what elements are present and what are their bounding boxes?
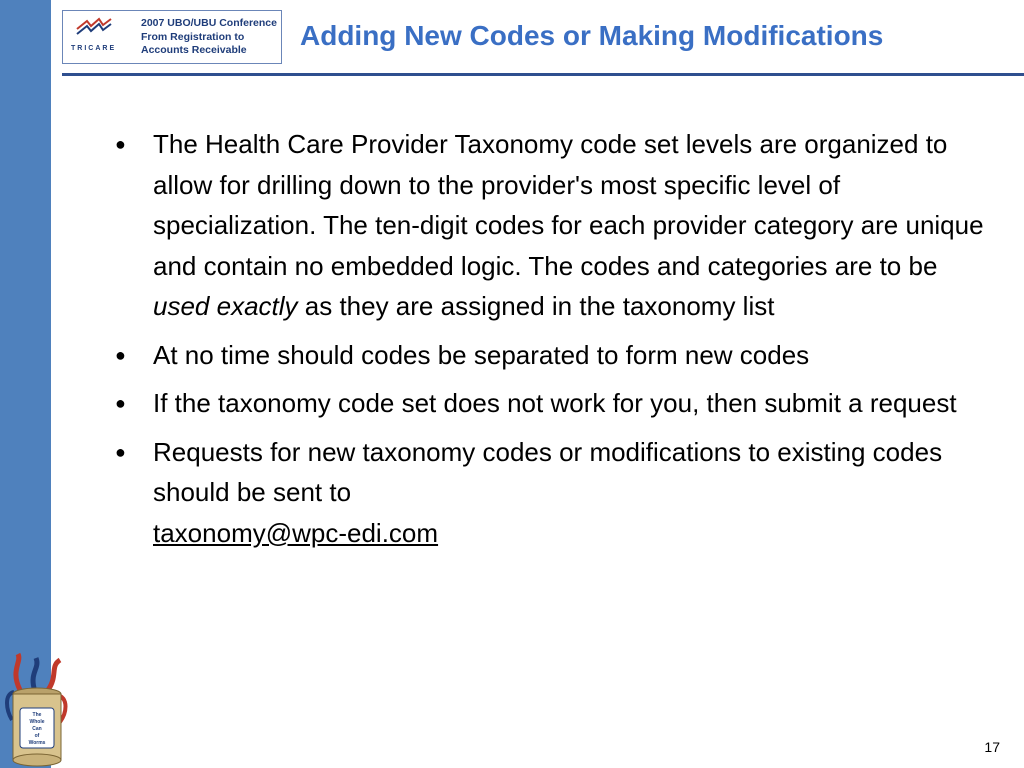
tricare-logo-icon — [69, 17, 129, 57]
logo-line-2: From Registration to — [141, 30, 245, 43]
bullet-item — [112, 383, 992, 424]
email-link[interactable]: taxonomy@wpc-edi.com — [153, 517, 439, 548]
logo-line-3: Accounts Receivable — [141, 44, 247, 56]
mascot-line-1: The — [32, 712, 42, 718]
title-divider — [62, 73, 1024, 76]
mascot-line-5: Worms — [28, 740, 46, 746]
can-of-worms-mascot-icon — [0, 650, 74, 768]
bullet-text-tail: as they are assigned in the taxonomy list — [297, 291, 775, 321]
conference-logo — [62, 10, 282, 64]
bullet-text: The Health Care Provider Taxonomy code set levels are organized to allow for drilling down to the provider's most specific level of specialization. The ten-digit codes for each provider category are unique and contain no embedded logic. The codes and categories are to be — [153, 129, 984, 281]
page-number: 17 — [984, 739, 1000, 755]
logo-caption — [141, 17, 281, 58]
bullet-marker-icon: ● — [115, 134, 126, 154]
bullet-item — [112, 124, 992, 327]
mascot-line-4: of — [34, 733, 40, 739]
bullet-marker-icon: ● — [115, 393, 126, 413]
bullet-marker-icon: ● — [115, 344, 126, 365]
bullet-item — [112, 432, 992, 554]
slide-title: Adding New Codes or Making Modifications — [300, 20, 884, 51]
mascot-line-3: Can — [32, 726, 42, 732]
mascot-line-2: Whole — [29, 719, 45, 725]
bullet-text: If the taxonomy code set does not work for you, then submit a request — [153, 388, 957, 418]
logo-line-1: 2007 UBO/UBU Conference — [141, 17, 277, 29]
bullet-list — [112, 124, 992, 561]
bullet-text: Requests for new taxonomy codes or modifications to existing codes should be sent to — [153, 436, 943, 507]
logo-brand: TRICARE — [71, 45, 117, 52]
bullet-marker-icon: ● — [115, 441, 126, 462]
bullet-item — [112, 335, 992, 376]
bullet-text: At no time should codes be separated to form new codes — [153, 339, 810, 370]
bullet-emphasis: used exactly — [153, 291, 298, 321]
